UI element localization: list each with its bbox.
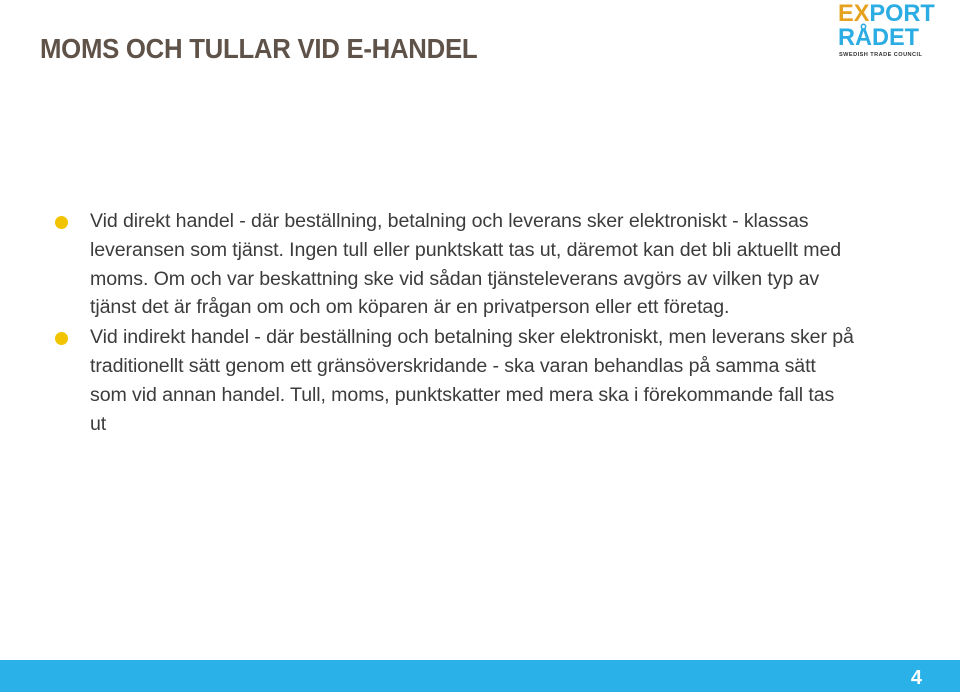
bullet-item — [55, 323, 855, 438]
logo-line-1 — [838, 2, 936, 26]
bullet-item — [55, 207, 855, 322]
bullet-dot-icon — [55, 332, 68, 345]
bullet-text: Vid direkt handel - där beställning, betalning och leverans sker elektroniskt - klassas leveransen som tjänst. Ingen tull eller punktskatt tas ut, däremot kan det bli aktuellt med moms. Om och var beskattning ske vid sådan tjänsteleverans avgörs av vilken typ av tjänst det är frågan om och om köparen är en privatperson eller ett företag. — [90, 210, 842, 319]
bullet-dot-icon — [55, 216, 68, 229]
exportradet-logo — [838, 2, 938, 60]
logo-ex: EX — [838, 0, 870, 27]
bullet-text: Vid indirekt handel - där beställning och betalning sker elektroniskt, men leverans sker på traditionellt sätt genom ett gränsöverskridande - ska varan behandlas på samma sätt som vid annan handel. Tull, moms, punktskatter med mera ska i förekommande fall tas ut — [90, 326, 854, 435]
logo-tagline: SWEDISH TRADE COUNCIL — [839, 52, 923, 58]
logo-line-2: RÅDET — [838, 24, 920, 51]
footer-bar — [0, 660, 960, 692]
logo-port: PORT — [869, 0, 935, 27]
page-number: 4 — [910, 667, 922, 689]
slide-title: MOMS OCH TULLAR VID E-HANDEL — [40, 33, 478, 64]
bullet-list — [55, 207, 855, 439]
